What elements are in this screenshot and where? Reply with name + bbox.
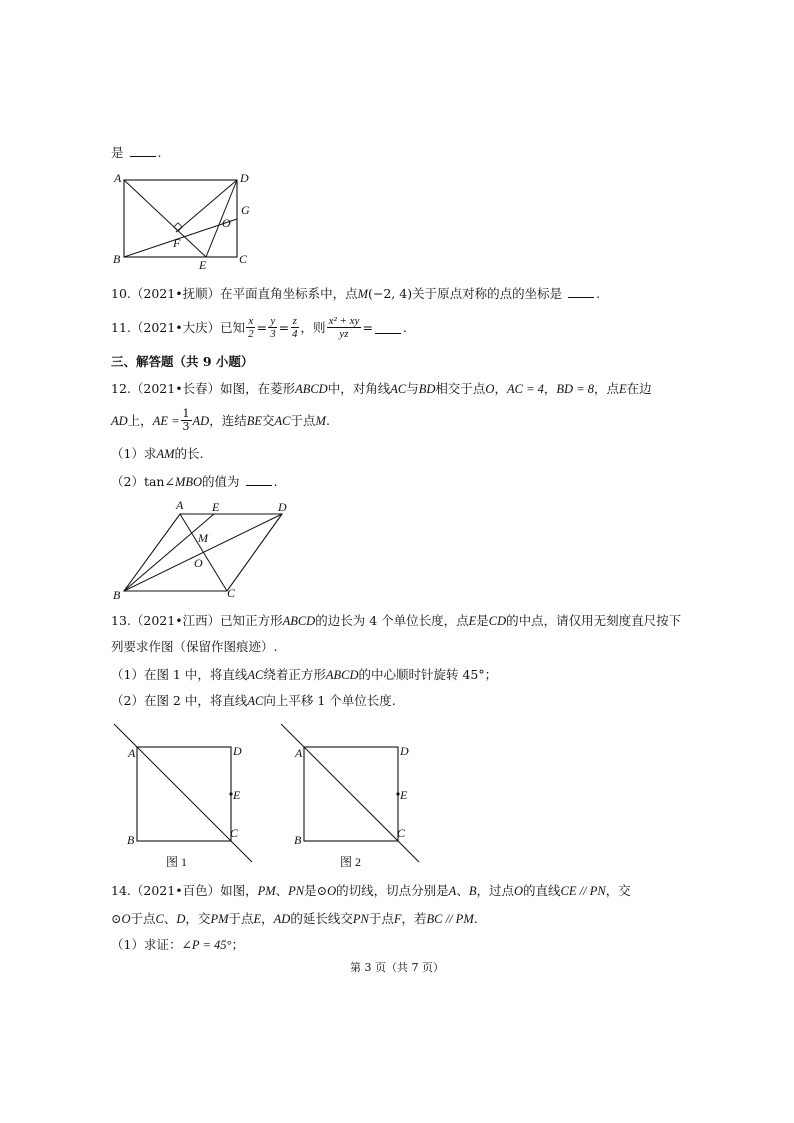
- text: ，点: [594, 381, 620, 396]
- answer-blank: [246, 473, 272, 486]
- label-c: C: [397, 826, 406, 840]
- answer-blank: [130, 144, 156, 157]
- text: 上，: [127, 412, 153, 428]
- section-header: 三、解答题（共 9 小题）: [111, 354, 254, 369]
- text: （1）求: [111, 446, 157, 461]
- q11-end: .: [402, 319, 407, 335]
- var: BD = 8: [556, 382, 595, 396]
- var: E: [253, 912, 262, 926]
- var: D: [176, 912, 186, 926]
- question-11: [111, 315, 407, 340]
- frac-num: x² + xy: [328, 315, 360, 327]
- label-a: A: [176, 498, 184, 512]
- label-d: D: [400, 744, 409, 758]
- label-b: B: [113, 252, 121, 266]
- label-e: E: [233, 788, 241, 802]
- label-c: C: [227, 586, 236, 600]
- question-14-line2: [111, 910, 478, 928]
- label-d: D: [240, 171, 249, 185]
- text: 、: [163, 911, 177, 926]
- text: ，过点: [476, 883, 514, 898]
- text: 是⊙: [304, 883, 328, 898]
- label-b: B: [294, 833, 302, 847]
- question-14-sub1: [111, 936, 244, 954]
- var: AC: [247, 668, 264, 682]
- text: 于点: [130, 911, 156, 926]
- frac-den: yz: [339, 328, 349, 340]
- text: 、: [275, 883, 289, 898]
- text: 的直线: [523, 883, 561, 898]
- figure-q13-2: [279, 720, 429, 875]
- var: AC: [390, 382, 407, 396]
- label-b: B: [113, 588, 121, 602]
- text: 的值为: [202, 474, 240, 489]
- text: 于点: [228, 911, 254, 926]
- rect-abcd: [124, 180, 237, 257]
- text: ，交: [605, 883, 631, 898]
- question-13-line1: [111, 612, 681, 630]
- label-a: A: [295, 746, 303, 760]
- var: PN: [288, 884, 305, 898]
- text: 12.（2021•长春）如图，在菱形: [111, 381, 296, 396]
- text: （2）在图 2 中，将直线: [111, 693, 248, 708]
- q11-then: ，则: [300, 319, 326, 335]
- text: 的边长为 4 个单位长度，点: [315, 613, 469, 628]
- var: CD: [488, 614, 507, 628]
- q10-prefix: 10.（2021•抚顺）在平面直角坐标系中，点: [111, 286, 358, 301]
- label-d: D: [233, 744, 242, 758]
- question-12-sub1: [111, 445, 204, 463]
- q11-prefix: 11.（2021•大庆）已知: [111, 319, 246, 335]
- text: .: [325, 412, 330, 428]
- text: 向上平移 1 个单位长度.: [263, 693, 396, 708]
- label-c: C: [239, 252, 248, 266]
- question-12-sub2: [111, 473, 278, 491]
- diagonal-bd: [124, 514, 282, 591]
- label-o: O: [222, 216, 231, 230]
- var: AD: [273, 912, 291, 926]
- label-f: F: [173, 236, 181, 250]
- var: ABCD: [325, 668, 359, 682]
- frac-den: 3: [270, 328, 276, 340]
- var: A: [448, 884, 457, 898]
- var: AD: [192, 413, 210, 428]
- var: BE: [246, 413, 262, 428]
- var: BC // PM: [426, 912, 474, 926]
- var: PM: [257, 884, 276, 898]
- segment-be: [124, 514, 214, 591]
- question-12-line1: 12.（2021•长春）如图，在菱形ABCD中，对角线AC与BD相交于点O，AC = 4，BD = 8，点E在边: [111, 381, 652, 396]
- text: 于点: [368, 911, 394, 926]
- q10-end: .: [596, 286, 601, 301]
- text: 的切线，切点分别是: [336, 883, 449, 898]
- label-c: C: [230, 826, 239, 840]
- label-e: E: [199, 258, 207, 272]
- var: ∠MBO: [164, 475, 203, 489]
- var: AE =: [152, 413, 180, 428]
- var: O: [485, 382, 495, 396]
- figure-q9: [110, 170, 260, 270]
- label-a: A: [114, 171, 122, 185]
- text: ⊙: [111, 911, 122, 926]
- question-13-sub2: [111, 692, 396, 710]
- text: 绕着正方形: [263, 667, 326, 682]
- frac-num: y: [270, 315, 276, 327]
- label-e: E: [400, 788, 408, 802]
- question-14-line1: [111, 882, 631, 900]
- q10-suffix: 关于原点对称的点的坐标是: [412, 286, 563, 301]
- label-b: B: [127, 833, 135, 847]
- question-10: [111, 285, 600, 303]
- var: AM: [156, 447, 175, 461]
- var: AD: [111, 413, 128, 428]
- var: PN: [352, 912, 369, 926]
- text: 13.（2021•江西）已知正方形: [111, 613, 283, 628]
- text: 相交于点: [435, 381, 486, 396]
- text: （2）tan: [111, 474, 165, 489]
- equals-sign: =: [256, 319, 268, 335]
- q9-answer-line: [111, 144, 161, 162]
- var: ABCD: [295, 382, 328, 396]
- q10-coords: (−2, 4): [368, 286, 413, 301]
- page-footer: 第 3 页（共 7 页）: [350, 961, 444, 974]
- text: 的中心顺时针旋转 45°；: [358, 667, 498, 682]
- frac-num: z: [292, 315, 297, 327]
- text: ，连结: [209, 412, 247, 428]
- var: C: [155, 912, 164, 926]
- fraction-y-3: [268, 315, 278, 340]
- var: AC = 4: [506, 382, 544, 396]
- text: .: [473, 911, 478, 926]
- text: 14.（2021•百色）如图，: [111, 883, 258, 898]
- question-12-line2: [111, 408, 330, 433]
- text: 于点: [290, 412, 316, 428]
- text: 与: [406, 381, 419, 396]
- var: ABCD: [282, 614, 316, 628]
- fraction-x-2: [246, 315, 256, 340]
- var: E: [468, 614, 477, 628]
- frac-num: x: [248, 315, 254, 327]
- var: CE // PN: [560, 884, 606, 898]
- fraction-one-third: [181, 408, 192, 433]
- text: 是: [476, 613, 489, 628]
- text: 在边: [626, 381, 652, 396]
- text: 交: [262, 412, 275, 428]
- var: B: [468, 884, 477, 898]
- frac-den: 3: [182, 420, 190, 433]
- text: （1）求证：: [111, 937, 182, 952]
- fraction-expression: [327, 315, 362, 340]
- text: 的中点，请仅用无刻度直尺按下: [506, 613, 682, 628]
- var: AC: [247, 694, 264, 708]
- label-a: A: [128, 746, 136, 760]
- text: （1）在图 1 中，将直线: [111, 667, 248, 682]
- text: ，: [261, 911, 274, 926]
- text: 的延长线交: [290, 911, 353, 926]
- frac-den: 4: [292, 328, 298, 340]
- figure-q12: [110, 498, 300, 603]
- text: 中，对角线: [327, 381, 391, 396]
- equals-sign: =: [362, 319, 373, 335]
- equals-sign: =: [278, 319, 290, 335]
- var: PM: [210, 912, 229, 926]
- var: F: [393, 912, 402, 926]
- question-13-line2: 列要求作图（保留作图痕迹）.: [111, 639, 278, 654]
- text: 、: [456, 883, 469, 898]
- label-o: O: [194, 556, 203, 570]
- text: ，交: [185, 911, 211, 926]
- var: BD: [418, 382, 436, 396]
- var: ∠P = 45°: [181, 938, 232, 952]
- var: O: [513, 884, 524, 898]
- fraction-z-4: [290, 315, 300, 340]
- segment-ae: [124, 180, 206, 257]
- label-d: D: [278, 500, 287, 514]
- text: 的长.: [174, 446, 204, 461]
- answer-blank: [375, 321, 401, 334]
- label-m: M: [198, 531, 208, 545]
- frac-den: 2: [248, 328, 254, 340]
- var: O: [121, 912, 131, 926]
- var: O: [327, 884, 337, 898]
- label-e: E: [212, 500, 220, 514]
- question-13-sub1: [111, 666, 497, 684]
- label-g: G: [241, 203, 250, 217]
- text: .: [273, 474, 278, 489]
- q9-text: 是: [111, 145, 124, 160]
- var: M: [315, 413, 326, 428]
- text: ，若: [401, 911, 427, 926]
- frac-num: 1: [182, 407, 190, 420]
- text: ；: [231, 937, 245, 952]
- caption-fig1: 图 1: [166, 855, 188, 869]
- var: AC: [274, 413, 291, 428]
- answer-blank: [568, 285, 594, 298]
- q10-point: M: [357, 287, 368, 301]
- var: E: [619, 382, 627, 396]
- q9-end: .: [157, 145, 162, 160]
- caption-fig2: 图 2: [340, 855, 362, 869]
- figure-q13-1: [112, 720, 262, 875]
